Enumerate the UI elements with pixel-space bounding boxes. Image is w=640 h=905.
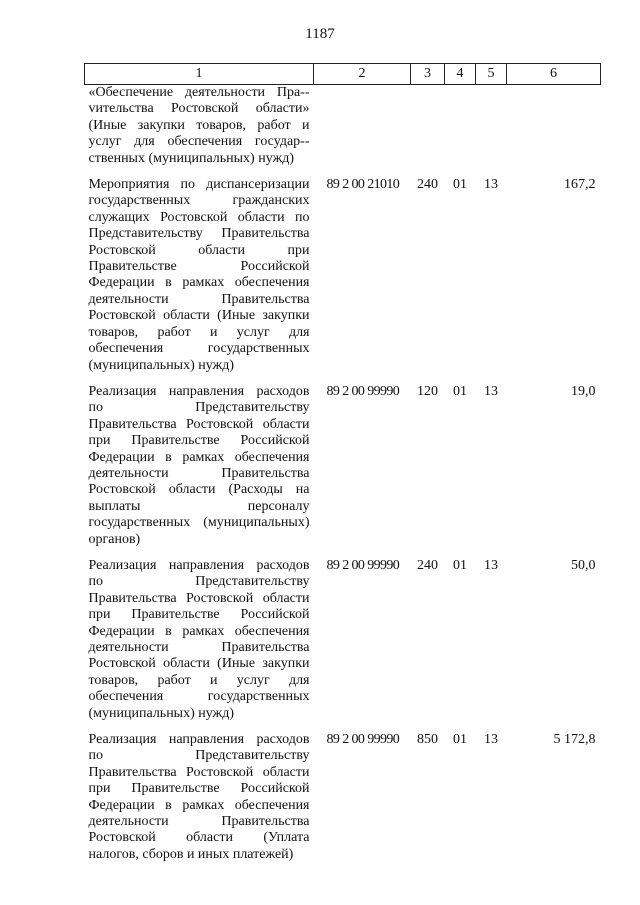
row-col4: 01 [453, 383, 467, 399]
table-header [85, 64, 601, 85]
row-description: Мероприятия по диспансеризации государственных гражданских служащих Ростовской области по Представительству Правительства Ростовской области при Правительстве Российской Федерации в рамках обеспечения деятельности Правительства Ростовской области (Иные закупки товаров, работ и услуг для обеспечения государственных (муниципальных) нужд) [88, 177, 310, 373]
table-row [85, 384, 601, 558]
budget-table [84, 63, 601, 873]
row-col3 [411, 85, 445, 178]
table-row [85, 85, 601, 178]
header-col-5: 5 [476, 64, 507, 85]
row-col3: 240 [417, 177, 438, 193]
row-amount: 19,0 [571, 383, 596, 399]
row-description: Реализация направления расходов по Представительству Правительства Ростовской области при Правительстве Российской Федерации в рамках обеспечения деятельности Правительства Ростовской области (Расходы на выплаты персоналу государственных (муниципальных) органов) [88, 383, 310, 547]
row-code [314, 85, 411, 178]
row-col5: 13 [484, 732, 498, 748]
row-code: 89 2 00 99990 [326, 732, 400, 748]
header-col-3: 3 [411, 64, 445, 85]
row-code: 89 2 00 99990 [326, 557, 400, 573]
row-col5: 13 [484, 383, 498, 399]
row-code: 89 2 00 99990 [326, 383, 400, 399]
row-amount [507, 85, 601, 178]
row-amount: 167,2 [564, 177, 596, 193]
table-row [85, 177, 601, 384]
row-description: Реализация направления расходов по Представительству Правительства Ростовской области при Правительстве Российской Федерации в рамках обеспечения деятельности Правительства Ростовской области (Иные закупки товаров, работ и услуг для обеспечения государственных (муниципальных) нужд) [88, 557, 310, 721]
header-col-4: 4 [445, 64, 476, 85]
row-col5 [476, 85, 507, 178]
row-col3: 240 [417, 557, 438, 573]
table-row [85, 558, 601, 732]
row-col3: 850 [417, 732, 438, 748]
row-col5: 13 [484, 557, 498, 573]
row-col4: 01 [453, 732, 467, 748]
row-col3: 120 [417, 383, 438, 399]
row-col4: 01 [453, 557, 467, 573]
row-code: 89 2 00 21010 [326, 177, 400, 193]
header-row [85, 64, 601, 85]
row-col5: 13 [484, 177, 498, 193]
row-amount: 5 172,8 [553, 732, 596, 748]
row-description: «Обеспечение деятельности Пра-vительства Ростовской области» (Иные закупки товаров, работ и услуг для обеспечения государ-ственных (муниципальных) нужд) [88, 85, 310, 166]
row-amount: 50,0 [571, 557, 596, 573]
table-body [85, 85, 601, 874]
row-description: Реализация направления расходов по Представительству Правительства Ростовской области при Правительстве Российской Федерации в рамках обеспечения деятельности Правительства Ростовской области (Уплата налогов, сборов и иных платежей) [88, 732, 310, 862]
header-col-6: 6 [507, 64, 601, 85]
row-col4: 01 [453, 177, 467, 193]
table-row [85, 732, 601, 873]
header-col-2: 2 [314, 64, 411, 85]
page-number: 1187 [305, 26, 335, 42]
header-col-1: 1 [85, 64, 314, 85]
row-col4 [445, 85, 476, 178]
